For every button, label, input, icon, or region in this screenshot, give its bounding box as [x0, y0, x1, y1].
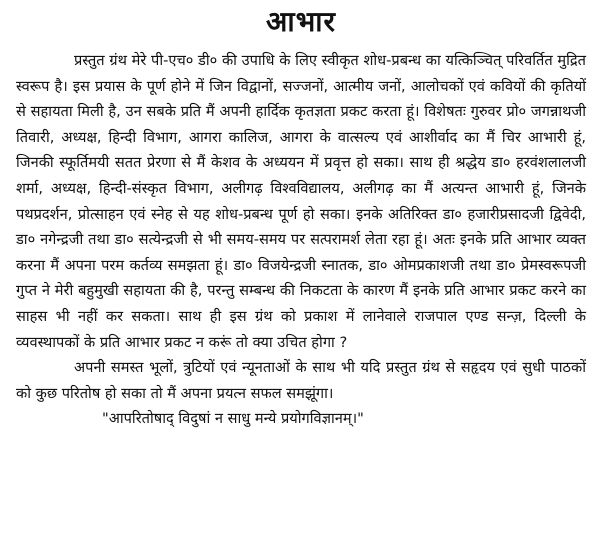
paragraph-1: प्रस्तुत ग्रंथ मेरे पी-एच० डी० की उपाधि के लिए स्वीकृत शोध-प्रबन्ध का यत्किञ्चित् परिवर्तित मुद्रित स्वरूप है। इस प्रयास के पूर्ण होने में जिन विद्वानों, सज्जनों, आत्मीय जनों, आलोचकों एवं कवियों की कृतियों से सहायता मिली है, उन सबके प्रति मैं अपनी हार्दिक कृतज्ञता प्रकट करता हूं। विशेषतः गुरुवर प्रो० जगन्नाथजी तिवारी, अध्यक्ष, हिन्दी विभाग, आगरा कालिज, आगरा के वात्सल्य एवं आशीर्वाद का मैं चिर आभारी हूं, जिनकी स्फूर्तिमयी सतत प्रेरणा से मैं केशव के अध्ययन में प्रवृत्त हो सका। साथ ही श्रद्धेय डा० हरवंशलालजी शर्मा, अध्यक्ष, हिन्दी-संस्कृत विभाग, अलीगढ़ विश्वविद्यालय, अलीगढ़ का मैं अत्यन्त आभारी हूं, जिनके पथप्रदर्शन, प्रोत्साहन एवं स्नेह से यह शोध-प्रबन्ध पूर्ण हो सका। इनके अतिरिक्त डा० हजारीप्रसादजी द्विवेदी, डा० नगेन्द्रजी तथा डा० सत्येन्द्रजी से भी समय-समय पर सत्परामर्श लेता रहा हूं। अतः इनके प्रति आभार व्यक्त करना मैं अपना परम कर्तव्य समझता हूं। डा० विजयेन्द्रजी स्नातक, डा० ओमप्रकाशजी तथा डा० प्रेमस्वरूपजी गुप्त ने मेरी बहुमुखी सहायता की है, परन्तु सम्बन्ध की निकटता के कारण मैं इनके प्रति आभार प्रकट करने का साहस भी नहीं कर सकता। साथ ही इस ग्रंथ को प्रकाश में लानेवाले राजपाल एण्ड सन्ज़, दिल्ली के व्यवस्थापकों के प्रति आभार प्रकट न करूं तो क्या उचित होगा ? [16, 52, 586, 351]
paragraph-2: अपनी समस्त भूलों, त्रुटियों एवं न्यूनताओं के साथ भी यदि प्रस्तुत ग्रंथ से सहृदय एवं सुधी पाठकों को कुछ परितोष हो सका तो मैं अपना प्रयत्न सफल समझूंगा। [16, 359, 586, 402]
page-title: आभार [265, 5, 336, 38]
body-text [16, 48, 586, 406]
closing-quote: "आपरितोषाद् विदुषां न साधु मन्ये प्रयोगविज्ञानम्।" [102, 410, 364, 428]
